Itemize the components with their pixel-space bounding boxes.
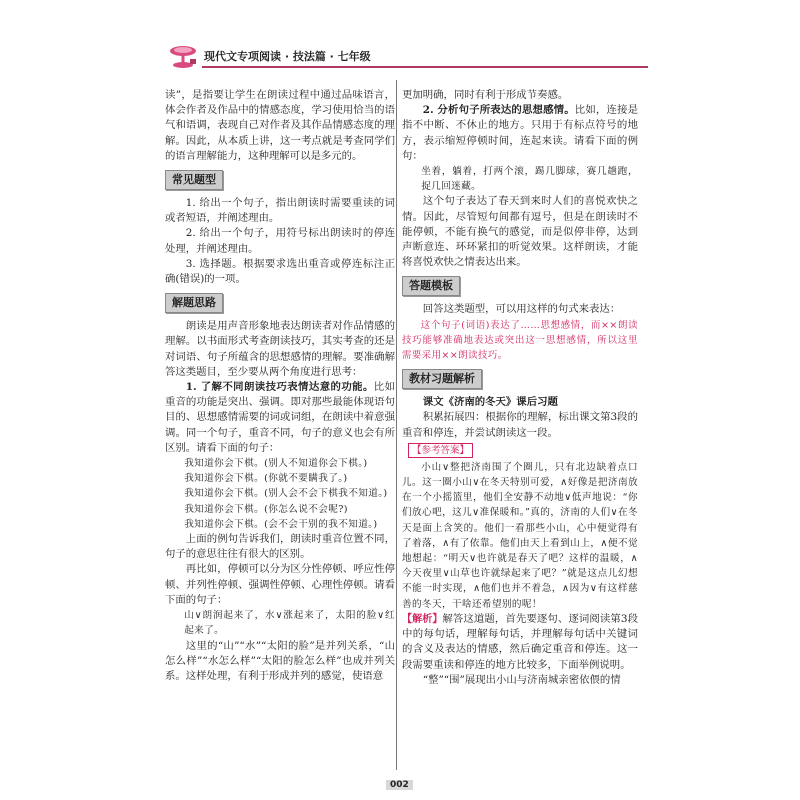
approach-paragraph: 朗读是用声音形象地表达朗读者对作品情感的理解。以书面形式考查朗读技巧，其实考查的还是对词语、句子所蕴含的思想感情的理解。要准确解答这类题目，至少要从两个角度进行思考： — [165, 320, 395, 378]
answer-template: 这个句子(词语)表达了……思想感情，而××朗读技巧能够准确地表达或突出这一思想感情，所以这里需要采用××朗读技巧。 — [402, 319, 638, 362]
example-block-stress — [165, 456, 395, 532]
reference-answer-tag: 【参考答案】 — [408, 443, 473, 458]
example-sentence-5: 我知道你会下棋。(会不会干别的我不知道。) — [184, 518, 378, 530]
technique-heading: 1. 了解不同朗读技巧表情达意的功能。 — [185, 381, 374, 394]
section-heading-common-questions: 常见题型 — [165, 170, 223, 190]
example-sentence-6: 山∨朗润起来了，水∨涨起来了，太阳的脸∨红起来了。 — [184, 610, 395, 637]
page-header — [168, 44, 648, 72]
answer-block — [402, 460, 638, 612]
pause-paragraph: 再比如，停顿可以分为区分性停顿、呼应性停顿、并列性停顿、强调性停顿、心理性停顿。请看下面的句子： — [165, 563, 395, 606]
task-title: 课文《济南的冬天》课后习题 — [422, 396, 558, 409]
right-column — [402, 88, 638, 688]
page-number: 002 — [386, 780, 413, 790]
left-column — [165, 88, 395, 684]
book-stand-logo-icon — [168, 44, 198, 70]
emotion-body: 比如，连接是指不中断、不休止的地方。只用于有标点符号的地方，表示缩短停顿时间，连起来读。请看下面的例句： — [402, 104, 638, 162]
example-sentence-4: 我知道你会下棋。(你怎么说不会呢?) — [184, 503, 348, 515]
template-intro: 回答这类题型，可以用这样的句式来表达： — [422, 303, 621, 316]
last-line: “整”“围”展现出小山与济南城亲密依偎的情 — [422, 673, 621, 686]
example-sentence-linking: 坐着，躺着，打两个滚，踢几脚球，赛几趟跑，捉几回迷藏。 — [421, 166, 638, 193]
question-type-2: 2. 给出一个句子，用符号标出朗读时的停连处理，并阐述理由。 — [165, 227, 395, 255]
example-sentence-2: 我知道你会下棋。(你就不要瞒我了。) — [184, 473, 348, 485]
example-block-pause — [165, 608, 395, 638]
question-type-1: 1. 给出一个句子，指出朗读时需要重读的词或者短语，并阐述理由。 — [165, 197, 395, 225]
parallel-paragraph: 这里的“山”“水”“太阳的脸”是并列关系，“山怎么样”“水怎么样”“太阳的脸怎么样”也成并列关系。这样处理，有利于形成并列的感觉，使语意 — [165, 639, 395, 682]
header-title: 现代文专项阅读 · 技法篇 · 七年级 — [204, 50, 371, 63]
technique-paragraph — [165, 380, 395, 456]
column-divider — [396, 80, 397, 770]
example-sentence-1: 我知道你会下棋。(别人不知道你会下棋。) — [184, 458, 368, 470]
section-heading-template: 答题模板 — [402, 276, 460, 296]
reference-answer-text: 小山∨整把济南围了个圈儿，只有北边缺着点口儿。这一圈小山∨在冬天特别可爱，∧好像是把济南放在一个小摇篮里，他们全安静不动地∨低声地说：“你们放心吧，这儿∨准保暖和。”真的，济南的人们∨在冬天是面上含笑的。他们一看那些小山，心中便觉得有了着落，∧有了依靠。他们由天上看到山上，∧便不觉地想起：“明天∨也许就是春天了吧？这样的温暖，∧今天夜里∨山草也许就绿起来了吧？”就是这点儿幻想不能一时实现，∧他们也并不着急，∧因为∨有这样慈善的冬天，干啥还希望别的呢！ — [402, 461, 638, 610]
header-rule — [202, 66, 648, 68]
question-type-3: 3. 选择题。根据要求选出重音或停连标注正确(错误)的一项。 — [165, 257, 395, 286]
emotion-paragraph — [402, 103, 638, 164]
technique-body: 比如重音的功能是突出、强调。即对那些最能体现语句目的、思想感情需要的词或词组，在朗读中着意强调。同一个句子，重音不同，句子的意义也会有所区别。请看下面的句子： — [165, 381, 396, 454]
section-heading-textbook: 教材习题解析 — [402, 369, 482, 389]
intro-paragraph: 读”，是指要让学生在朗读过程中通过品味语言，体会作者及作品中的情感态度，学习使用恰当的语气和语调，表现自己对作者及其作品情感态度的理解。因此，从本质上讲，这一考点就是考查同学们的语言理解能力，这种理解可以是多元的。 — [165, 89, 395, 162]
section-heading-approach: 解题思路 — [165, 293, 223, 313]
stress-conclusion: 上面的例句告诉我们，朗读时重音位置不同，句子的意思往往有很大的区别。 — [165, 533, 395, 561]
emotion-heading: 2. 分析句子所表达的思想感情。 — [422, 104, 575, 117]
analysis-tag: 【解析】 — [402, 613, 443, 625]
task-text: 积累拓展四：根据你的理解，标出课文第3段的重音和停连，并尝试朗读这一段。 — [402, 411, 638, 439]
analysis-paragraph — [402, 612, 638, 673]
analysis-text: 解答这道题，首先要逐句、逐词阅读第3段中的每句话，理解每句话，并理解每句话中关键词的含义及表达的情感，然后确定重音和停连。这一段需要重读和停连的地方比较多，下面举例说明。 — [402, 612, 639, 671]
continued-paragraph: 更加明确，同时有利于形成节奏感。 — [402, 89, 569, 101]
example-sentence-3: 我知道你会下棋。(别人会不会下棋我不知道。) — [184, 488, 388, 500]
linking-explanation: 这个句子表达了春天到来时人们的喜悦欢快之情。因此，尽管短句间都有逗号，但是在朗读时不能停顿，不能有换气的感觉，而是似停非停，达到声断意连、环环紧扣的听觉效果。这样朗读，才能将喜悦欢快之情表达出来。 — [402, 195, 638, 269]
example-block-linking — [402, 164, 638, 194]
